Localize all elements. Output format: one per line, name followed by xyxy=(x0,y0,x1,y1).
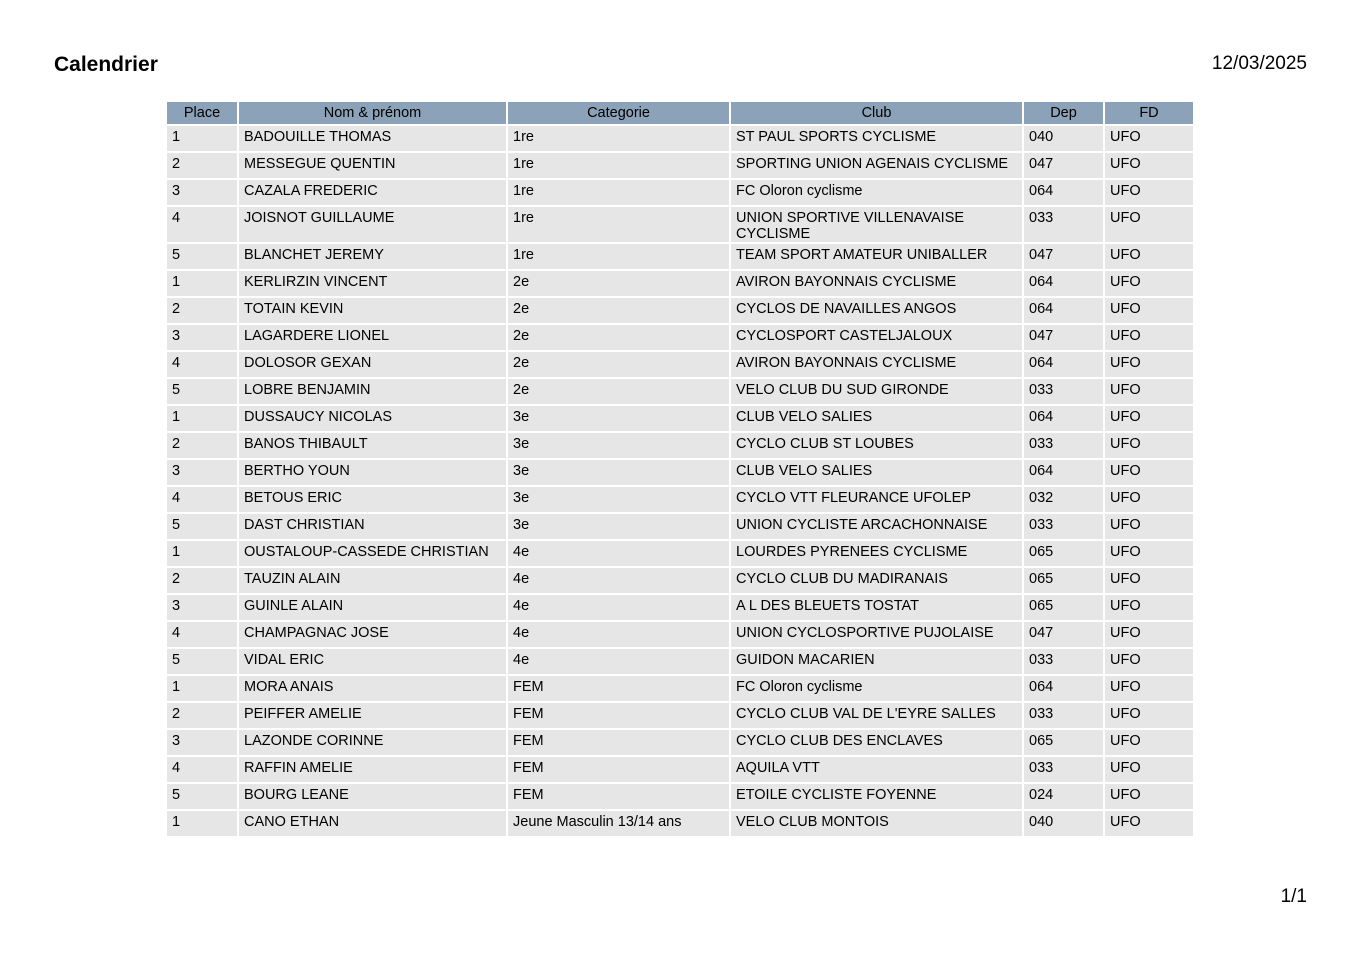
table-row xyxy=(167,271,1193,296)
cell-dep: 033 xyxy=(1024,433,1103,458)
cell-club: CYCLO CLUB ST LOUBES xyxy=(731,433,1022,458)
cell-category: 4e xyxy=(508,595,729,620)
cell-place: 4 xyxy=(167,487,237,512)
cell-name: CAZALA FREDERIC xyxy=(239,180,506,205)
cell-dep: 065 xyxy=(1024,595,1103,620)
cell-dep: 064 xyxy=(1024,406,1103,431)
column-header-fd: FD xyxy=(1105,102,1193,124)
cell-place: 3 xyxy=(167,595,237,620)
cell-club: UNION CYCLISTE ARCACHONNAISE xyxy=(731,514,1022,539)
page-title: Calendrier xyxy=(54,53,158,76)
cell-fd: UFO xyxy=(1105,622,1193,647)
cell-dep: 040 xyxy=(1024,811,1103,836)
cell-name: RAFFIN AMELIE xyxy=(239,757,506,782)
cell-place: 1 xyxy=(167,676,237,701)
cell-category: FEM xyxy=(508,757,729,782)
cell-fd: UFO xyxy=(1105,595,1193,620)
cell-name: BLANCHET JEREMY xyxy=(239,244,506,269)
results-table xyxy=(165,100,1195,838)
cell-fd: UFO xyxy=(1105,568,1193,593)
cell-club: CLUB VELO SALIES xyxy=(731,406,1022,431)
cell-fd: UFO xyxy=(1105,298,1193,323)
cell-name: LOBRE BENJAMIN xyxy=(239,379,506,404)
cell-category: 3e xyxy=(508,487,729,512)
cell-dep: 033 xyxy=(1024,649,1103,674)
cell-category: 1re xyxy=(508,207,729,242)
cell-fd: UFO xyxy=(1105,325,1193,350)
cell-name: CHAMPAGNAC JOSE xyxy=(239,622,506,647)
cell-club: FC Oloron cyclisme xyxy=(731,180,1022,205)
cell-place: 1 xyxy=(167,406,237,431)
cell-category: 4e xyxy=(508,649,729,674)
cell-name: LAZONDE CORINNE xyxy=(239,730,506,755)
cell-category: FEM xyxy=(508,730,729,755)
cell-name: BETOUS ERIC xyxy=(239,487,506,512)
table-row xyxy=(167,811,1193,836)
cell-name: VIDAL ERIC xyxy=(239,649,506,674)
cell-place: 1 xyxy=(167,541,237,566)
cell-club: CLUB VELO SALIES xyxy=(731,460,1022,485)
table-row xyxy=(167,126,1193,151)
cell-club: AVIRON BAYONNAIS CYCLISME xyxy=(731,271,1022,296)
cell-dep: 065 xyxy=(1024,568,1103,593)
table-row xyxy=(167,568,1193,593)
cell-name: DUSSAUCY NICOLAS xyxy=(239,406,506,431)
cell-fd: UFO xyxy=(1105,541,1193,566)
cell-dep: 033 xyxy=(1024,757,1103,782)
cell-fd: UFO xyxy=(1105,487,1193,512)
cell-category: 2e xyxy=(508,325,729,350)
cell-club: CYCLO CLUB DES ENCLAVES xyxy=(731,730,1022,755)
cell-dep: 064 xyxy=(1024,352,1103,377)
table-row xyxy=(167,730,1193,755)
cell-dep: 033 xyxy=(1024,207,1103,242)
table-row xyxy=(167,622,1193,647)
page-number: 1/1 xyxy=(1280,886,1307,907)
cell-fd: UFO xyxy=(1105,126,1193,151)
table-row xyxy=(167,703,1193,728)
cell-dep: 033 xyxy=(1024,703,1103,728)
cell-category: 2e xyxy=(508,352,729,377)
cell-club: CYCLO CLUB VAL DE L'EYRE SALLES xyxy=(731,703,1022,728)
cell-name: PEIFFER AMELIE xyxy=(239,703,506,728)
cell-club: FC Oloron cyclisme xyxy=(731,676,1022,701)
cell-name: LAGARDERE LIONEL xyxy=(239,325,506,350)
cell-club: A L DES BLEUETS TOSTAT xyxy=(731,595,1022,620)
cell-club: AVIRON BAYONNAIS CYCLISME xyxy=(731,352,1022,377)
cell-club: VELO CLUB MONTOIS xyxy=(731,811,1022,836)
cell-category: 1re xyxy=(508,126,729,151)
cell-club: ST PAUL SPORTS CYCLISME xyxy=(731,126,1022,151)
cell-category: 3e xyxy=(508,433,729,458)
cell-dep: 024 xyxy=(1024,784,1103,809)
cell-place: 5 xyxy=(167,379,237,404)
cell-fd: UFO xyxy=(1105,514,1193,539)
cell-category: Jeune Masculin 13/14 ans xyxy=(508,811,729,836)
cell-fd: UFO xyxy=(1105,460,1193,485)
cell-fd: UFO xyxy=(1105,180,1193,205)
cell-dep: 064 xyxy=(1024,298,1103,323)
column-header-dep: Dep xyxy=(1024,102,1103,124)
cell-dep: 032 xyxy=(1024,487,1103,512)
cell-club: CYCLO CLUB DU MADIRANAIS xyxy=(731,568,1022,593)
cell-place: 4 xyxy=(167,757,237,782)
cell-place: 4 xyxy=(167,622,237,647)
cell-name: MESSEGUE QUENTIN xyxy=(239,153,506,178)
cell-name: MORA ANAIS xyxy=(239,676,506,701)
table-row xyxy=(167,676,1193,701)
cell-fd: UFO xyxy=(1105,811,1193,836)
cell-fd: UFO xyxy=(1105,676,1193,701)
cell-club: VELO CLUB DU SUD GIRONDE xyxy=(731,379,1022,404)
cell-category: 3e xyxy=(508,406,729,431)
table-row xyxy=(167,784,1193,809)
cell-place: 1 xyxy=(167,811,237,836)
cell-name: CANO ETHAN xyxy=(239,811,506,836)
cell-place: 2 xyxy=(167,433,237,458)
cell-category: 1re xyxy=(508,153,729,178)
table-row xyxy=(167,460,1193,485)
table-row xyxy=(167,207,1193,242)
cell-place: 2 xyxy=(167,298,237,323)
cell-place: 3 xyxy=(167,180,237,205)
cell-category: 2e xyxy=(508,271,729,296)
cell-name: TOTAIN KEVIN xyxy=(239,298,506,323)
report-date: 12/03/2025 xyxy=(1211,53,1307,74)
table-header-row xyxy=(167,102,1193,124)
cell-place: 5 xyxy=(167,244,237,269)
cell-category: FEM xyxy=(508,676,729,701)
cell-dep: 065 xyxy=(1024,730,1103,755)
cell-place: 2 xyxy=(167,703,237,728)
cell-club: ETOILE CYCLISTE FOYENNE xyxy=(731,784,1022,809)
cell-club: AQUILA VTT xyxy=(731,757,1022,782)
cell-name: KERLIRZIN VINCENT xyxy=(239,271,506,296)
cell-fd: UFO xyxy=(1105,730,1193,755)
table-row xyxy=(167,153,1193,178)
cell-fd: UFO xyxy=(1105,649,1193,674)
cell-fd: UFO xyxy=(1105,703,1193,728)
table-row xyxy=(167,244,1193,269)
column-header-club: Club xyxy=(731,102,1022,124)
cell-dep: 047 xyxy=(1024,325,1103,350)
cell-place: 5 xyxy=(167,514,237,539)
table-row xyxy=(167,595,1193,620)
cell-name: BADOUILLE THOMAS xyxy=(239,126,506,151)
cell-category: 4e xyxy=(508,568,729,593)
table-row xyxy=(167,757,1193,782)
cell-place: 2 xyxy=(167,568,237,593)
cell-name: BANOS THIBAULT xyxy=(239,433,506,458)
cell-dep: 064 xyxy=(1024,676,1103,701)
cell-dep: 065 xyxy=(1024,541,1103,566)
cell-place: 3 xyxy=(167,460,237,485)
cell-dep: 033 xyxy=(1024,514,1103,539)
cell-fd: UFO xyxy=(1105,271,1193,296)
cell-name: GUINLE ALAIN xyxy=(239,595,506,620)
cell-name: JOISNOT GUILLAUME xyxy=(239,207,506,242)
cell-category: 4e xyxy=(508,622,729,647)
cell-club: SPORTING UNION AGENAIS CYCLISME xyxy=(731,153,1022,178)
table-row xyxy=(167,352,1193,377)
cell-fd: UFO xyxy=(1105,379,1193,404)
cell-place: 1 xyxy=(167,271,237,296)
cell-place: 3 xyxy=(167,730,237,755)
cell-dep: 033 xyxy=(1024,379,1103,404)
cell-category: 2e xyxy=(508,298,729,323)
table-row xyxy=(167,298,1193,323)
table-row xyxy=(167,433,1193,458)
cell-name: TAUZIN ALAIN xyxy=(239,568,506,593)
cell-fd: UFO xyxy=(1105,153,1193,178)
cell-dep: 064 xyxy=(1024,460,1103,485)
column-header-place: Place xyxy=(167,102,237,124)
cell-club: UNION CYCLOSPORTIVE PUJOLAISE xyxy=(731,622,1022,647)
cell-dep: 047 xyxy=(1024,153,1103,178)
table-row xyxy=(167,514,1193,539)
cell-fd: UFO xyxy=(1105,244,1193,269)
cell-club: GUIDON MACARIEN xyxy=(731,649,1022,674)
cell-club: TEAM SPORT AMATEUR UNIBALLER xyxy=(731,244,1022,269)
cell-fd: UFO xyxy=(1105,757,1193,782)
cell-club: CYCLOSPORT CASTELJALOUX xyxy=(731,325,1022,350)
column-header-name: Nom & prénom xyxy=(239,102,506,124)
cell-category: 4e xyxy=(508,541,729,566)
cell-name: BERTHO YOUN xyxy=(239,460,506,485)
cell-place: 5 xyxy=(167,784,237,809)
cell-place: 4 xyxy=(167,352,237,377)
column-header-category: Categorie xyxy=(508,102,729,124)
cell-club: LOURDES PYRENEES CYCLISME xyxy=(731,541,1022,566)
cell-fd: UFO xyxy=(1105,352,1193,377)
table-row xyxy=(167,487,1193,512)
table-row xyxy=(167,541,1193,566)
cell-fd: UFO xyxy=(1105,433,1193,458)
cell-category: 3e xyxy=(508,460,729,485)
cell-club: CYCLO VTT FLEURANCE UFOLEP xyxy=(731,487,1022,512)
cell-place: 4 xyxy=(167,207,237,242)
table-row xyxy=(167,180,1193,205)
cell-place: 3 xyxy=(167,325,237,350)
cell-fd: UFO xyxy=(1105,406,1193,431)
cell-category: 1re xyxy=(508,180,729,205)
cell-fd: UFO xyxy=(1105,784,1193,809)
cell-category: 1re xyxy=(508,244,729,269)
cell-name: DOLOSOR GEXAN xyxy=(239,352,506,377)
cell-category: 2e xyxy=(508,379,729,404)
cell-name: BOURG LEANE xyxy=(239,784,506,809)
table-body xyxy=(167,126,1193,836)
cell-place: 2 xyxy=(167,153,237,178)
table-row xyxy=(167,325,1193,350)
cell-place: 1 xyxy=(167,126,237,151)
cell-dep: 040 xyxy=(1024,126,1103,151)
cell-dep: 064 xyxy=(1024,271,1103,296)
table-row xyxy=(167,379,1193,404)
cell-place: 5 xyxy=(167,649,237,674)
cell-category: FEM xyxy=(508,703,729,728)
cell-fd: UFO xyxy=(1105,207,1193,242)
cell-category: 3e xyxy=(508,514,729,539)
cell-club: UNION SPORTIVE VILLENAVAISE CYCLISME xyxy=(731,207,1022,242)
cell-dep: 047 xyxy=(1024,244,1103,269)
cell-name: OUSTALOUP-CASSEDE CHRISTIAN xyxy=(239,541,506,566)
table-row xyxy=(167,649,1193,674)
cell-dep: 047 xyxy=(1024,622,1103,647)
cell-club: CYCLOS DE NAVAILLES ANGOS xyxy=(731,298,1022,323)
cell-category: FEM xyxy=(508,784,729,809)
cell-name: DAST CHRISTIAN xyxy=(239,514,506,539)
cell-dep: 064 xyxy=(1024,180,1103,205)
table-row xyxy=(167,406,1193,431)
